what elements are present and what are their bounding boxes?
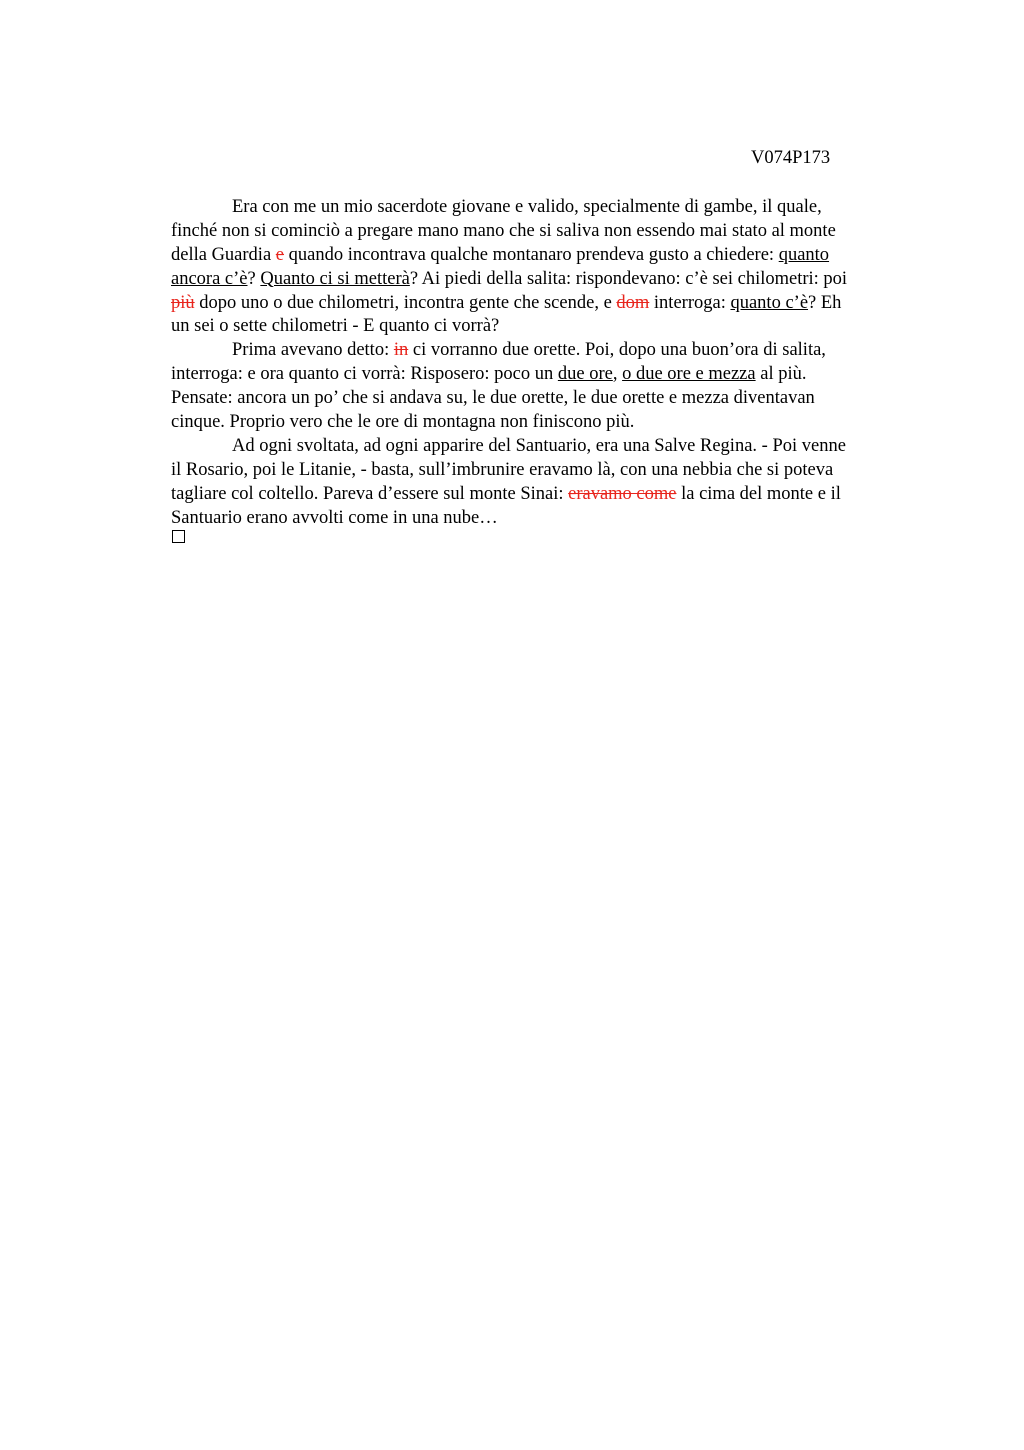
- text-line: [171, 220, 931, 244]
- text-run: della Guardia: [171, 244, 276, 265]
- text-line: [171, 268, 931, 292]
- underlined-text: ancora c’è: [171, 268, 248, 289]
- text-run: Pensate: ancora un po’ che si andava su, le due orette, le due orette e mezza diventavan: [171, 388, 815, 409]
- text-run: ?: [247, 268, 261, 289]
- deleted-text: e: [275, 244, 285, 265]
- end-of-text-box-icon: [172, 530, 185, 543]
- text-run: finché non si cominciò a pregare mano mano che si saliva non essendo mai stato al monte: [171, 220, 836, 241]
- underlined-text: Quanto ci si metterà: [260, 268, 410, 289]
- text-line: [171, 483, 931, 507]
- text-line: [171, 435, 931, 459]
- text-run: il Rosario, poi le Litanie, - basta, sull’imbrunire eravamo là, con una nebbia che si poteva: [171, 459, 834, 480]
- page-identifier: V074P173: [751, 148, 831, 168]
- text-run: ,: [612, 364, 623, 385]
- text-run: ? Eh: [808, 292, 842, 313]
- text-line: [171, 244, 931, 268]
- text-run: quando incontrava qualche montanaro prendeva gusto a chiedere:: [284, 244, 779, 265]
- underlined-text: quanto: [778, 244, 830, 265]
- text-run: dopo uno o due chilometri, incontra gente che scende, e: [194, 292, 617, 313]
- text-line: [171, 459, 931, 483]
- text-line: [171, 363, 931, 387]
- underlined-text: o due ore e mezza: [622, 364, 756, 385]
- deleted-text: più: [171, 292, 195, 313]
- text-run: ci vorranno due orette. Poi, dopo una buon’ora di salita,: [408, 340, 826, 361]
- text-line: [171, 315, 931, 339]
- text-run: Ad ogni svoltata, ad ogni apparire del Santuario, era una Salve Regina. - Poi venne: [232, 435, 846, 456]
- text-line: [171, 339, 931, 363]
- text-run: ? Ai piedi della salita: rispondevano: c’è sei chilometri: poi: [409, 268, 848, 289]
- text-line: [171, 387, 931, 411]
- text-run: interroga:: [649, 292, 731, 313]
- deleted-text: eravamo come: [568, 483, 677, 504]
- text-run: cinque. Proprio vero che le ore di montagna non finiscono più.: [171, 412, 635, 433]
- underlined-text: quanto c’è: [730, 292, 809, 313]
- text-run: interroga: e ora quanto ci vorrà: Risposero: poco un: [171, 364, 558, 385]
- text-run: al più.: [755, 364, 807, 385]
- text-line: [171, 292, 931, 316]
- deleted-text: in: [393, 340, 409, 361]
- deleted-text: dom: [616, 292, 650, 313]
- underlined-text: due ore: [557, 364, 613, 385]
- text-run: Santuario erano avvolti come in una nube…: [171, 507, 498, 528]
- text-run: Era con me un mio sacerdote giovane e valido, specialmente di gambe, il quale,: [232, 197, 822, 217]
- text-line: [171, 196, 931, 220]
- text-run: la cima del monte e il: [676, 483, 841, 504]
- text-run: un sei o sette chilometri - E quanto ci vorrà?: [171, 316, 500, 337]
- text-line: [171, 507, 931, 531]
- body-text: [171, 196, 931, 530]
- text-line: [171, 411, 931, 435]
- text-run: Prima avevano detto:: [232, 340, 394, 361]
- text-run: tagliare col coltello. Pareva d’essere sul monte Sinai:: [171, 483, 569, 504]
